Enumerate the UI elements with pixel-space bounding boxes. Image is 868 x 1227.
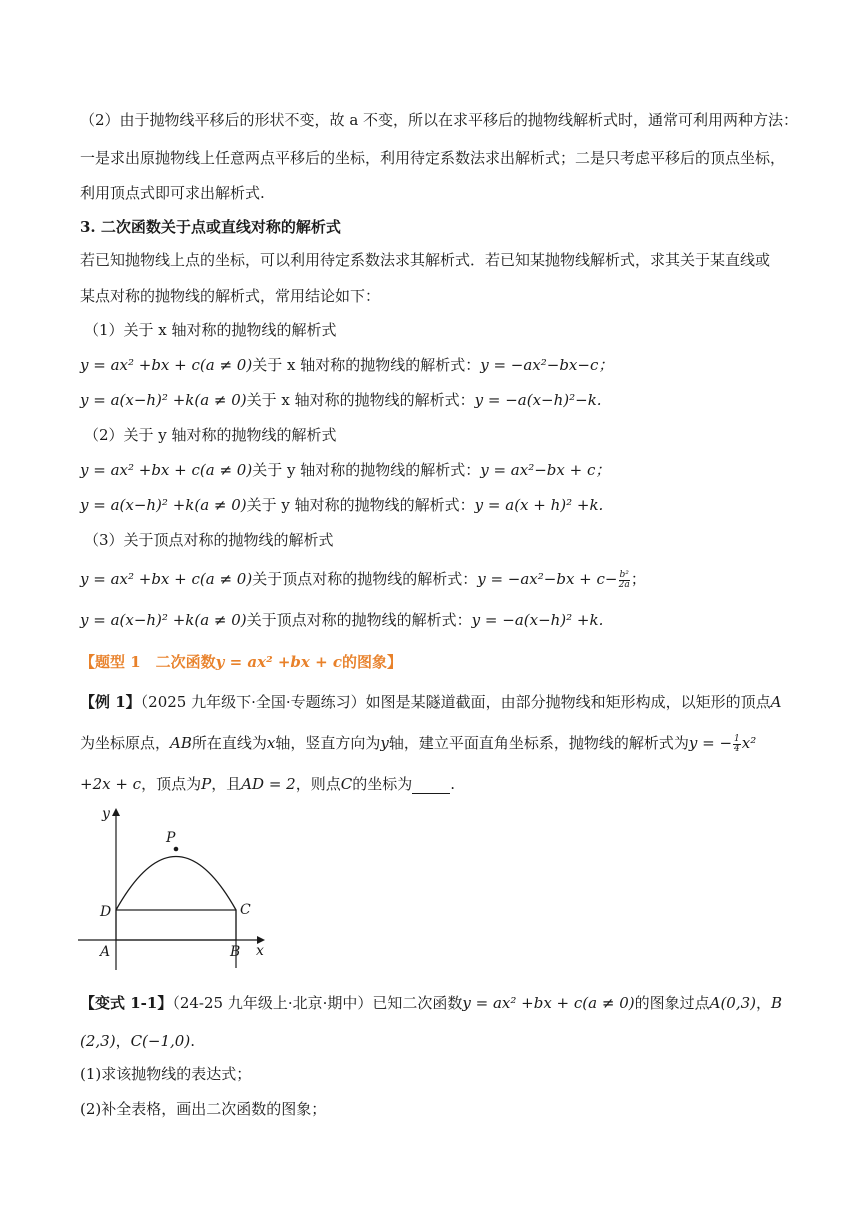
- formula-text: 关于顶点对称的抛物线的解析式：: [252, 570, 478, 588]
- tunnel-figure: [70, 800, 280, 975]
- type-1-heading: 【题型 1 二次函数y = ax² +bx + c的图象】: [80, 653, 403, 671]
- variant-1-1-question-2: (2)补全表格，画出二次函数的图象；: [80, 1100, 327, 1118]
- sym-vertex-line-2: [80, 610, 603, 630]
- label-a: A: [100, 944, 111, 960]
- variant-tag: 【变式 1-1】: [80, 994, 173, 1012]
- intro-line-2: 一是求出原抛物线上任意两点平移后的坐标，利用待定系数法求出解析式；二是只考虑平移后的顶点坐标，: [80, 149, 786, 167]
- label-y: y: [102, 806, 110, 822]
- sym-vertex-line-1: [80, 569, 646, 590]
- sym-y-title: （2）关于 y 轴对称的抛物线的解析式: [84, 426, 337, 444]
- formula-text: 关于 x 轴对称的抛物线的解析式：: [246, 391, 475, 409]
- intro-line-1: （2）由于抛物线平移后的形状不变，故 a 不变，所以在求平移后的抛物线解析式时，通常可利用两种方法：: [80, 111, 799, 129]
- sym-x-title: （1）关于 x 轴对称的抛物线的解析式: [84, 321, 337, 339]
- fraction: $\frac{\text{b²}}{2a}$: [618, 569, 630, 590]
- formula-result: y = −a(x−h)²−k.: [474, 391, 602, 409]
- example-1-line-1: 【例 1】（2025 九年级下·全国·专题练习）如图是某隧道截面，由部分抛物线和矩形构成，以矩形的顶点A: [80, 693, 782, 711]
- vertex-point-p: [174, 847, 179, 852]
- formula: y = a(x−h)² +k(a ≠ 0): [80, 496, 247, 514]
- formula: y = ax² +bx + c(a ≠ 0): [80, 570, 253, 588]
- label-p: P: [166, 830, 176, 846]
- section-3-para-1: 若已知抛物线上点的坐标，可以利用待定系数法求其解析式．若已知某抛物线解析式，求其关于某直线或: [80, 251, 771, 269]
- example-1-line-2: 为坐标原点，AB所在直线为x轴，竖直方向为y轴，建立平面直角坐标系，抛物线的解析式为y = − $\frac{1}{4}$ x²: [80, 733, 757, 754]
- formula: y = ax² +bx + c(a ≠ 0): [80, 356, 253, 374]
- formula-text: 关于 x 轴对称的抛物线的解析式：: [252, 356, 481, 374]
- example-1-line-3: +2x + c，顶点为P，且AD = 2，则点C的坐标为 .: [80, 775, 456, 793]
- label-x: x: [256, 943, 264, 959]
- variant-1-1-question-1: (1)求该抛物线的表达式；: [80, 1065, 252, 1083]
- formula-text: 关于顶点对称的抛物线的解析式：: [246, 611, 472, 629]
- example-tag: 【例 1】: [80, 693, 141, 711]
- intro-line-3: 利用顶点式即可求出解析式.: [80, 184, 265, 202]
- sym-vertex-title: （3）关于顶点对称的抛物线的解析式: [84, 531, 334, 549]
- rectangle-abcd: [116, 910, 236, 940]
- variant-1-1-line-1: 【变式 1-1】（24-25 九年级上·北京·期中）已知二次函数y = ax² +bx + c(a ≠ 0)的图象过点A(0,3)，B: [80, 994, 783, 1012]
- formula: y = ax² +bx + c(a ≠ 0): [80, 461, 253, 479]
- formula-result: y = −ax²−bx−c；: [480, 356, 614, 374]
- answer-blank[interactable]: [412, 779, 450, 794]
- formula: y = a(x−h)² +k(a ≠ 0): [80, 391, 247, 409]
- semicolon: ；: [630, 570, 646, 588]
- formula-result: y = ax²−bx + c；: [480, 461, 611, 479]
- section-3-para-2: 某点对称的抛物线的解析式，常用结论如下：: [80, 287, 381, 305]
- formula-text: 关于 y 轴对称的抛物线的解析式：: [252, 461, 481, 479]
- label-b: B: [230, 944, 241, 960]
- sym-y-line-2: [80, 495, 603, 515]
- fraction: $\frac{1}{4}$: [734, 733, 740, 754]
- label-d: D: [100, 904, 112, 920]
- parabola-arc: [116, 857, 236, 911]
- y-axis-arrow: [112, 808, 120, 816]
- formula-result: y = −a(x−h)² +k.: [471, 611, 604, 629]
- formula-text: 关于 y 轴对称的抛物线的解析式：: [246, 496, 475, 514]
- section-3-heading: 3. 二次函数关于点或直线对称的解析式: [80, 218, 341, 236]
- sym-x-line-2: [80, 390, 602, 410]
- label-c: C: [240, 902, 251, 918]
- formula-result: y = a(x + h)² +k.: [474, 496, 604, 514]
- formula: y = a(x−h)² +k(a ≠ 0): [80, 611, 247, 629]
- variant-1-1-line-2: (2,3)，C(−1,0).: [80, 1032, 195, 1050]
- sym-y-line-1: [80, 460, 610, 480]
- formula-result: y = −ax²−bx + c−: [477, 570, 618, 588]
- sym-x-line-1: [80, 355, 613, 375]
